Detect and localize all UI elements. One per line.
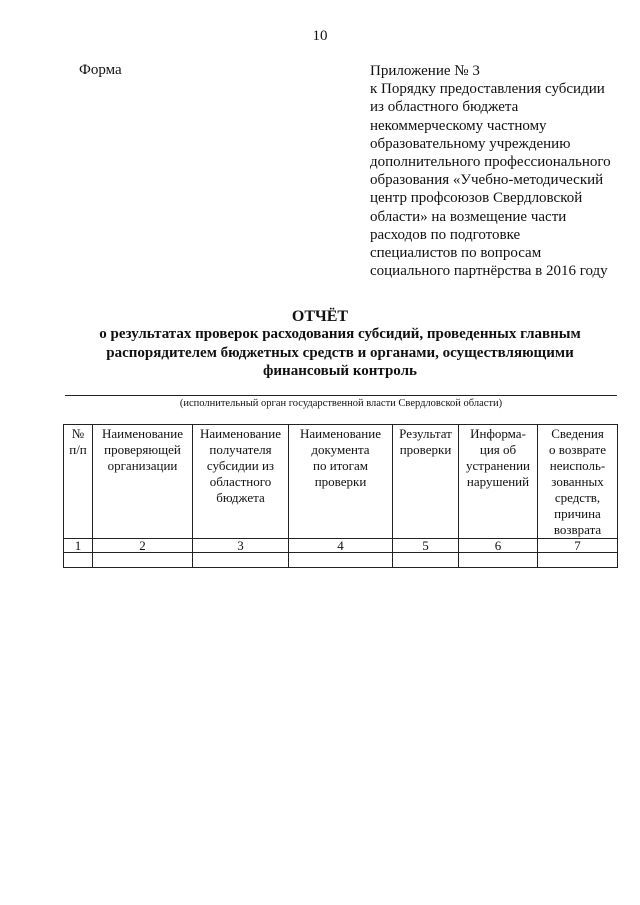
table-cell [193, 553, 289, 568]
report-subtitle-line: финансовый контроль [263, 363, 417, 379]
header-line: бюджета [216, 490, 265, 505]
header-line: областного [209, 474, 272, 489]
appendix-line: специалистов по вопросам [370, 245, 542, 262]
header-line: документа [311, 442, 370, 457]
header-line: п/п [69, 442, 87, 457]
header-line: причина [554, 506, 601, 521]
header-line: проверки [314, 474, 367, 489]
org-fill-line [65, 395, 617, 396]
appendix-line: из областного бюджета [370, 99, 519, 116]
appendix-line: расходов по подготовке [370, 226, 521, 243]
column-header-funds-returned [538, 425, 618, 539]
column-header-inspection-document [289, 425, 393, 539]
appendix-line: области» на возмещение части [370, 208, 567, 225]
header-line: устранении [466, 458, 530, 473]
header-line: средств, [554, 490, 601, 505]
header-line: № [71, 426, 85, 441]
column-number: 1 [64, 539, 93, 553]
table-cell [538, 553, 618, 568]
column-header-subsidy-recipient [193, 425, 289, 539]
appendix-line: социального партнёрства в 2016 году [370, 263, 608, 280]
form-label: Форма [79, 62, 122, 78]
table-header-row [64, 425, 618, 539]
column-header-number [64, 425, 93, 539]
header-line: проверки [399, 442, 452, 457]
column-number: 3 [193, 539, 289, 553]
column-number: 4 [289, 539, 393, 553]
header-line: субсидии из [206, 458, 275, 473]
header-line: неисполь- [549, 458, 606, 473]
report-subtitle-line: о результатах проверок расходования субсидий, проведенных главным [99, 326, 581, 342]
header-line: организации [107, 458, 178, 473]
report-subtitle [60, 325, 620, 381]
column-number: 6 [459, 539, 538, 553]
column-number-row [64, 539, 618, 553]
table-cell [64, 553, 93, 568]
header-line: Сведения [551, 426, 604, 441]
table-cell [393, 553, 459, 568]
header-line: Информа- [470, 426, 526, 441]
table-cell [289, 553, 393, 568]
header-line: Наименование [102, 426, 183, 441]
header-line: Наименование [200, 426, 281, 441]
report-table [63, 424, 618, 568]
column-number: 5 [393, 539, 459, 553]
header-line: по итогам [312, 458, 368, 473]
table-cell [93, 553, 193, 568]
header-line: Результат [399, 426, 452, 441]
column-header-violations-fixed [459, 425, 538, 539]
header-line: нарушений [466, 474, 530, 489]
header-line: о возврате [549, 442, 606, 457]
report-subtitle-line: распорядителем бюджетных средств и органами, осуществляющими [106, 344, 574, 361]
header-line: возврата [553, 522, 602, 537]
org-caption: (исполнительный орган государственной власти Свердловской области) [179, 398, 503, 409]
appendix-line: Приложение № 3 [370, 63, 480, 79]
column-number: 7 [538, 539, 618, 553]
appendix-line: образования «Учебно-методический [370, 172, 604, 189]
column-header-inspection-result [393, 425, 459, 539]
header-line: получателя [209, 442, 272, 457]
header-line: проверяющей [104, 442, 181, 457]
appendix-line: к Порядку предоставления субсидии [370, 81, 605, 98]
column-header-inspecting-org [93, 425, 193, 539]
report-title: ОТЧЁТ [291, 308, 349, 325]
page-number: 10 [312, 28, 328, 44]
header-line: ция об [479, 442, 517, 457]
appendix-line: образовательному учреждению [370, 135, 571, 152]
appendix-line: дополнительного профессионального [370, 154, 611, 171]
header-line: Наименование [300, 426, 381, 441]
table-cell [459, 553, 538, 568]
appendix-line: центр профсоюзов Свердловской [370, 190, 583, 207]
appendix-line: некоммерческому частному [370, 117, 547, 134]
table-row [64, 553, 618, 568]
header-line: зованных [551, 474, 604, 489]
column-number: 2 [93, 539, 193, 553]
appendix-block [370, 62, 632, 280]
